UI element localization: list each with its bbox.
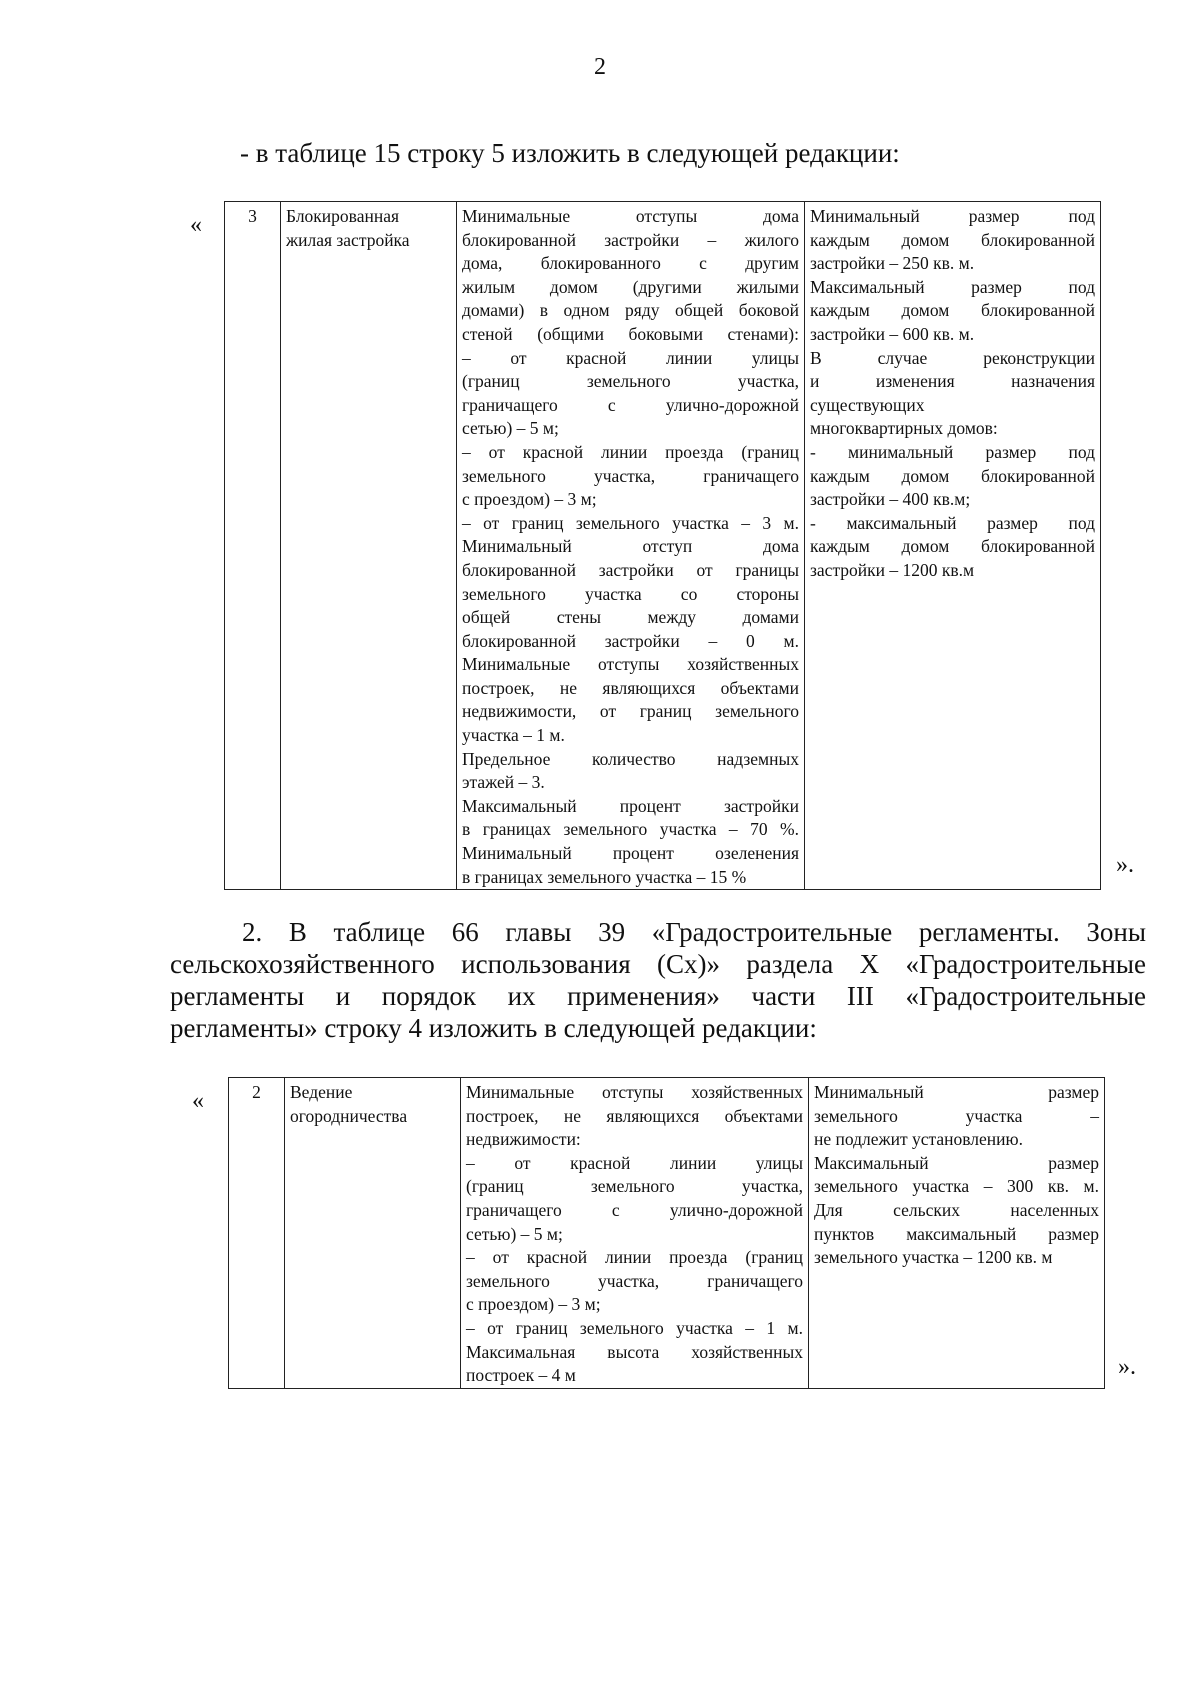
text-line: – от красной линии улицы [462,347,799,368]
text-line: земельного участка, граничащего [466,1270,803,1291]
use-type-cell [285,1078,461,1389]
text-line: земельного участка – 1200 кв. м [814,1247,1053,1268]
text-line: многоквартирных домов: [810,418,998,439]
text-line: – от красной линии проезда (границ [466,1247,803,1268]
text-line: застройки – 1200 кв.м [810,559,975,580]
lines [290,1081,455,1128]
opening-quote-2: « [192,1088,204,1114]
page-number: 2 [594,54,606,80]
text-line: недвижимости, от границ земельного [462,701,799,722]
row-number: 3 [225,202,281,890]
text-line: Минимальный размер [814,1082,1099,1102]
parameters-cell [461,1078,809,1389]
text-line: – от красной линии проезда (границ [462,441,799,462]
text-line: Максимальный процент застройки [462,795,799,816]
table-66-row-4 [228,1077,1105,1389]
text-line: граничащего с улично-дорожной [462,394,799,415]
parameters-cell [457,202,805,890]
text-line: земельного участка со стороны [462,583,799,604]
text-line: недвижимости: [466,1129,581,1150]
lines [810,205,1095,583]
text-line: В случае реконструкции [810,347,1095,368]
text-line: сельскохозяйственного использования (Сх)» раздела X «Градостроительные [170,949,1146,979]
text-line: каждым домом блокированной [810,465,1095,486]
text-line: огородничества [290,1105,408,1126]
text-line: застройки – 400 кв.м; [810,489,971,510]
intro-line: - в таблице 15 строку 5 изложить в следующей редакции: [240,138,900,168]
text-line: Максимальный размер [814,1152,1099,1173]
lines [170,916,1146,1044]
row-number: 2 [229,1078,285,1389]
opening-quote-1: « [190,212,202,238]
text-line: Минимальные отступы хозяйственных [462,654,799,675]
text-line: Минимальный размер под [810,206,1095,226]
text-line: с проездом) – 3 м; [466,1294,601,1315]
text-line: сетью) – 5 м; [466,1223,563,1244]
text-line: граничащего с улично-дорожной [466,1199,803,1220]
table-15-row-5 [224,201,1101,890]
text-line: домами) в одном ряду общей боковой [462,300,799,321]
text-line: (границ земельного участка, [462,371,799,392]
closing-quote-1: ». [1116,852,1134,878]
lines [814,1081,1099,1270]
text-line: построек, не являющихся объектами [466,1105,803,1126]
text-line: каждым домом блокированной [810,300,1095,321]
text-line: каждым домом блокированной [810,229,1095,250]
text-line: Ведение [290,1082,353,1102]
paragraph-2 [170,916,1146,1044]
text-line: в границах земельного участка – 15 % [462,866,747,887]
text-line: этажей – 3. [462,772,545,793]
text-line: существующих [810,394,925,415]
text-line: не подлежит установлению. [814,1129,1023,1150]
text-line: Предельное количество надземных [462,748,799,769]
text-line: участка – 1 м. [462,725,565,746]
text-line: дома, блокированного с другим [462,253,799,274]
text-line: и изменения назначения [810,371,1095,392]
text-line: общей стены между домами [462,607,799,628]
text-line: блокированной застройки от границы [462,559,799,580]
text-line: 2. В таблице 66 главы 39 «Градостроительные регламенты. Зоны [242,917,1146,947]
text-line: стеной (общими боковыми стенами): [462,323,799,344]
text-line: – от границ земельного участка – 1 м. [466,1317,803,1338]
text-line: Блокированная [286,206,400,226]
text-line: - минимальный размер под [810,441,1095,462]
lines [466,1081,803,1388]
text-line: сетью) – 5 м; [462,418,559,439]
text-line: блокированной застройки – 0 м. [462,630,799,651]
text-line: блокированной застройки – жилого [462,229,799,250]
plot-size-cell [805,202,1101,890]
closing-quote-2: ». [1118,1354,1136,1380]
text-line: – от красной линии улицы [466,1152,803,1173]
text-line: жилым домом (другими жилыми [462,276,799,297]
use-type-cell [281,202,457,890]
text-line: в границах земельного участка – 70 %. [462,819,799,840]
text-line: Для сельских населенных [814,1199,1099,1220]
text-line: Минимальные отступы дома [462,206,799,226]
text-line: Минимальные отступы хозяйственных [466,1082,803,1102]
lines [462,205,799,889]
text-line: – от границ земельного участка – 3 м. [462,512,799,533]
text-line: земельного участка, граничащего [462,465,799,486]
text-line: Минимальный процент озеленения [462,843,799,864]
text-line: земельного участка – [814,1105,1099,1126]
text-line: (границ земельного участка, [466,1176,803,1197]
text-line: регламенты» строку 4 изложить в следующей редакции: [170,1013,817,1043]
text-line: - максимальный размер под [810,512,1095,533]
text-line: жилая застройка [286,229,410,250]
text-line: земельного участка – 300 кв. м. [814,1176,1099,1197]
plot-size-cell [809,1078,1105,1389]
text-line: Максимальная высота хозяйственных [466,1341,803,1362]
text-line: регламенты и порядок их применения» части III «Градостроительные [170,981,1146,1011]
text-line: Минимальный отступ дома [462,536,799,557]
text-line: застройки – 600 кв. м. [810,323,975,344]
lines [286,205,451,252]
text-line: построек, не являющихся объектами [462,677,799,698]
text-line: застройки – 250 кв. м. [810,253,975,274]
text-line: построек – 4 м [466,1365,576,1386]
text-line: с проездом) – 3 м; [462,489,597,510]
text-line: Максимальный размер под [810,276,1095,297]
text-line: каждым домом блокированной [810,536,1095,557]
text-line: пунктов максимальный размер [814,1223,1099,1244]
